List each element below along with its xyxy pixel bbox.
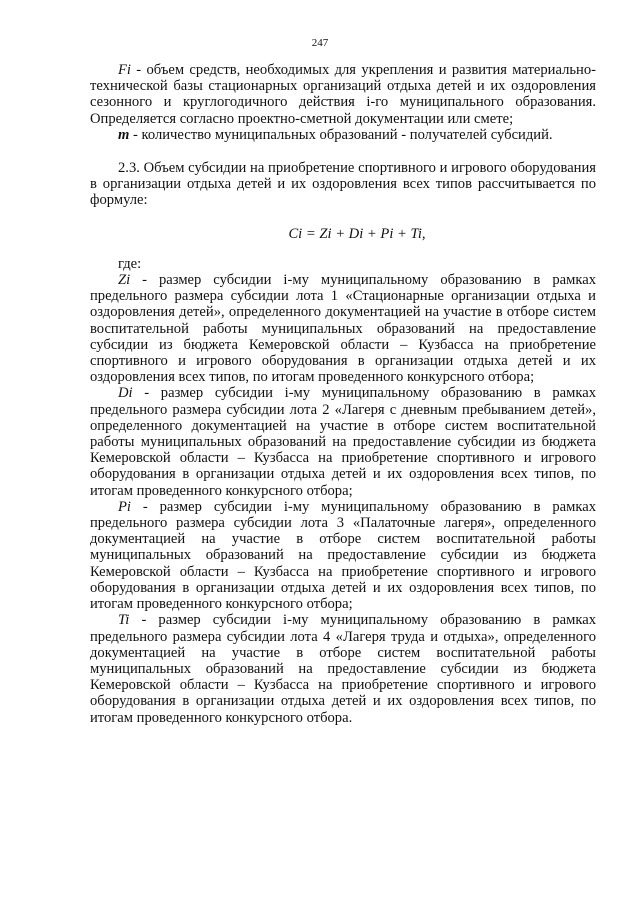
variable-di: Di	[118, 385, 133, 402]
paragraph-di-text: - размер субсидии i-му муниципальному образованию в рамках предельного размера субсидии лота 2 «Лагеря с дневным пребыванием детей», определенного документацией на участие в отборе систем воспитательной работы муниципальных образований на предоставление субсидии из бюджета Кемеровской области – Кузбасса на приобретение спортивного и игрового оборудования в организации отдыха детей и их оздоровления всех типов, по итогам проведенного конкурсного отбора;	[90, 385, 596, 499]
paragraph-fi-text: - объем средств, необходимых для укрепления и развития материально-технической базы стационарных организаций отдыха детей и их оздоровления сезонного и круглогодичного действия i-го муниципального образования. Определяется согласно проектно-сметной документации или смете;	[90, 62, 596, 127]
formula: Ci = Zi + Di + Pi + Ti,	[288, 225, 426, 242]
document-body	[90, 62, 596, 726]
variable-zi: Zi	[118, 272, 131, 289]
paragraph-pi-text: - размер субсидии i-му муниципальному образованию в рамках предельного размера субсидии лота 3 «Палаточные лагеря», определенного документацией на участие в отборе систем воспитательной работы муниципальных образований на предоставление субсидии из бюджета Кемеровской области – Кузбасса на приобретение спортивного и игрового оборудования в организации отдыха детей и их оздоровления всех типов, по итогам проведенного конкурсного отбора;	[90, 498, 596, 613]
variable-pi: Pi	[118, 498, 131, 515]
paragraph-ti-text: - размер субсидии i-му муниципальному образованию в рамках предельного размера субсидии лота 4 «Лагеря труда и отдыха», определенного документацией на участие в отборе систем воспитательной работы муниципальных образований на предоставление субсидии из бюджета Кемеровской области – Кузбасса на приобретение спортивного и игрового оборудования в организации отдыха детей и их оздоровления всех типов, по итогам проведенного конкурсного отбора.	[90, 612, 596, 726]
paragraph-m-text: - количество муниципальных образований - получателей субсидий.	[129, 126, 553, 143]
paragraph-m	[90, 127, 596, 143]
section-2-3: 2.3. Объем субсидии на приобретение спортивного и игрового оборудования в организации отдыха детей и их оздоровления всех типов рассчитывается по формуле:	[90, 160, 596, 209]
variable-fi: Fi	[118, 62, 131, 78]
page-number: 247	[311, 37, 329, 49]
variable-ti: Ti	[118, 612, 130, 629]
paragraph-pi	[90, 499, 596, 612]
variable-m: m	[118, 126, 130, 143]
paragraph-fi	[90, 62, 596, 127]
paragraph-ti	[90, 612, 596, 725]
where-label: где:	[118, 255, 142, 272]
paragraph-zi-text: - размер субсидии i-му муниципальному образованию в рамках предельного размера субсидии лота 1 «Стационарные организации отдыха и оздоровления детей», определенного документацией на участие в отборе систем воспитательной работы муниципальных образований на предоставление субсидии из бюджета Кемеровской области – Кузбасса на приобретение спортивного и игрового оборудования в организации отдыха детей и их оздоровления всех типов, по итогам проведенного конкурсного отбора;	[90, 272, 596, 386]
paragraph-zi	[90, 272, 596, 385]
paragraph-di	[90, 385, 596, 498]
